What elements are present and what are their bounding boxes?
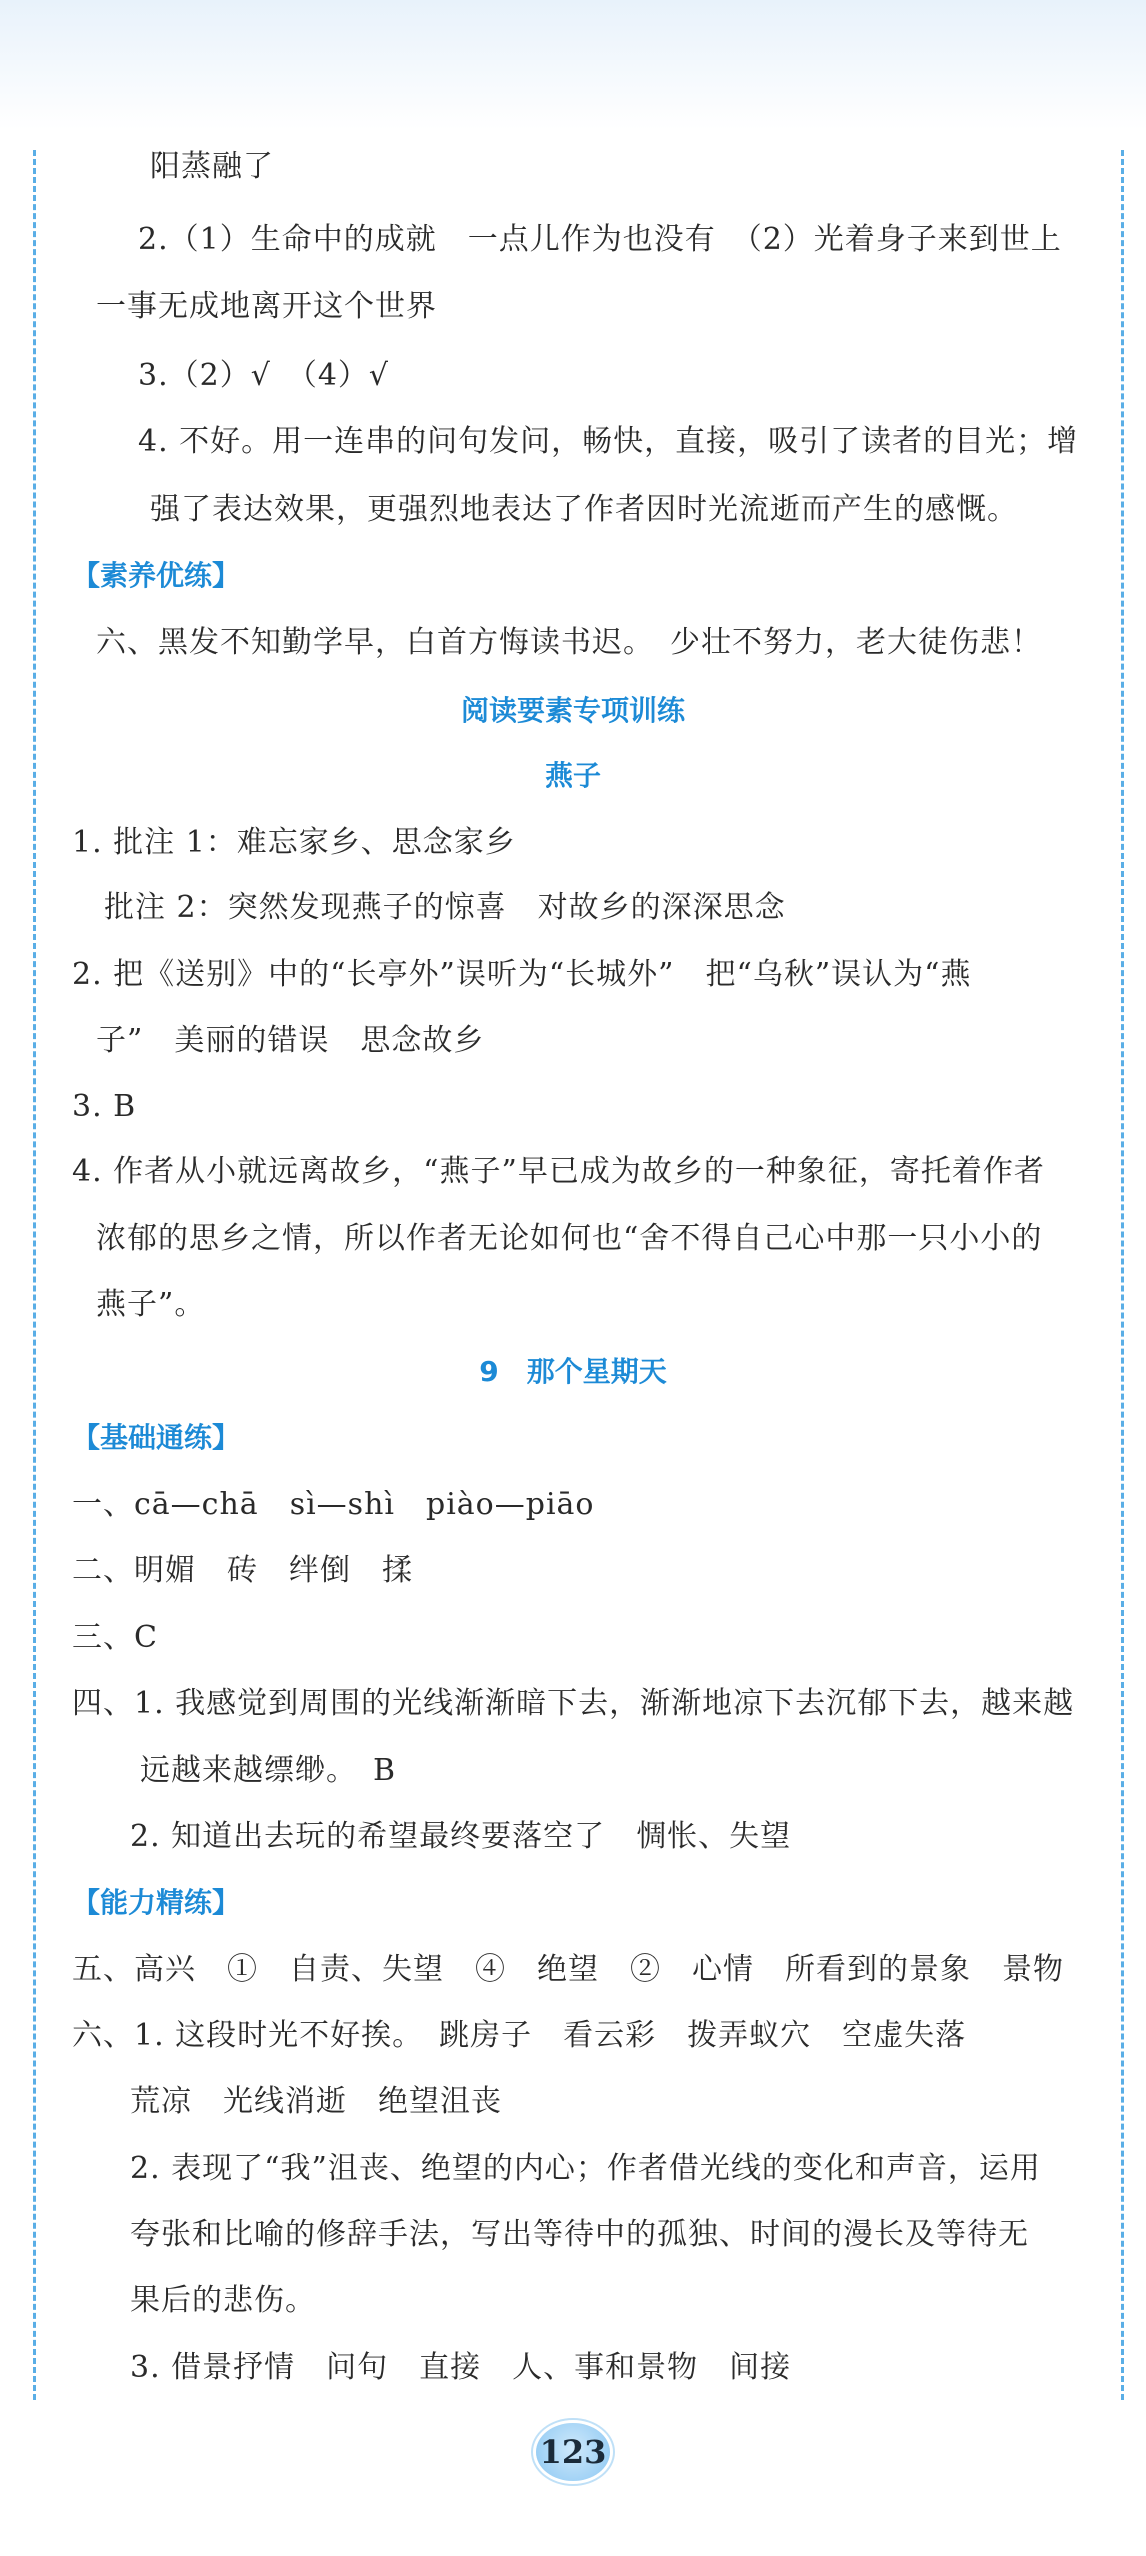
right-dashed-border xyxy=(1121,150,1124,2400)
answer-line: 1. 批注 1：难忘家乡、思念家乡 xyxy=(72,825,516,860)
answer-line: 六、黑发不知勤学早，白首方悔读书迟。 少壮不努力，老大徒伤悲！ xyxy=(96,625,1042,660)
answer-line: 2. 表现了“我”沮丧、绝望的内心；作者借光线的变化和声音，运用 xyxy=(130,2151,1041,2186)
answer-line: 三、C xyxy=(72,1620,158,1655)
heading-swallow: 燕子 xyxy=(544,759,601,792)
answer-line: 一事无成地离开这个世界 xyxy=(96,289,437,324)
answer-line: 五、高兴 ① 自责、失望 ④ 绝望 ② 心情 所看到的景象 景物 xyxy=(72,1952,1064,1987)
page-number-badge: 123 xyxy=(536,2423,610,2481)
answer-line: 2. 把《送别》中的“长亭外”误听为“长城外” 把“乌秋”误认为“燕 xyxy=(72,957,972,992)
heading-lesson-9: 9 那个星期天 xyxy=(479,1355,667,1388)
answer-line: 3. 借景抒情 问句 直接 人、事和景物 间接 xyxy=(130,2350,792,2385)
section-label-jichu: 【基础通练】 xyxy=(72,1421,241,1454)
answer-line: 4. 不好。用一连串的问句发问，畅快，直接，吸引了读者的目光；增 xyxy=(138,424,1079,459)
answer-line: 3.（2）√ （4）√ xyxy=(138,358,390,393)
answer-line: 果后的悲伤。 xyxy=(130,2283,316,2318)
answer-line: 四、1. 我感觉到周围的光线渐渐暗下去，渐渐地凉下去沉郁下去，越来越 xyxy=(72,1686,1075,1721)
answer-line: 批注 2：突然发现燕子的惊喜 对故乡的深深思念 xyxy=(104,890,786,925)
answer-line: 燕子”。 xyxy=(96,1287,206,1322)
section-label-nengli: 【能力精练】 xyxy=(72,1886,241,1919)
answer-line: 4. 作者从小就远离故乡，“燕子”早已成为故乡的一种象征，寄托着作者 xyxy=(72,1154,1045,1189)
answer-line: 2.（1）生命中的成就 一点儿作为也没有 （2）光着身子来到世上 xyxy=(138,222,1062,257)
answer-line: 远越来越缥缈。 B xyxy=(140,1753,397,1788)
answer-line: 2. 知道出去玩的希望最终要落空了 惆怅、失望 xyxy=(130,1819,792,1854)
answer-line: 浓郁的思乡之情，所以作者无论如何也“舍不得自己心中那一只小小的 xyxy=(96,1221,1043,1256)
answer-line: 荒凉 光线消逝 绝望沮丧 xyxy=(130,2084,502,2119)
answer-line: 夸张和比喻的修辞手法，写出等待中的孤独、时间的漫长及等待无 xyxy=(130,2217,1029,2252)
answer-line: 3. B xyxy=(72,1089,137,1124)
answer-line: 二、明媚 砖 绊倒 揉 xyxy=(72,1553,413,1588)
left-dashed-border xyxy=(33,150,36,2400)
answer-line: 子” 美丽的错误 思念故乡 xyxy=(96,1023,485,1058)
answer-line: 阳蒸融了 xyxy=(150,149,274,184)
answer-line: 六、1. 这段时光不好挨。 跳房子 看云彩 拨弄蚁穴 空虚失落 xyxy=(72,2018,967,2053)
header-band xyxy=(0,0,1146,130)
section-label-suyang: 【素养优练】 xyxy=(72,559,241,592)
heading-reading-training: 阅读要素专项训练 xyxy=(460,694,685,727)
answer-line: 强了表达效果，更强烈地表达了作者因时光流逝而产生的感慨。 xyxy=(150,492,1018,527)
answer-line: 一、cā—chā sì—shì piào—piāo xyxy=(72,1487,595,1522)
